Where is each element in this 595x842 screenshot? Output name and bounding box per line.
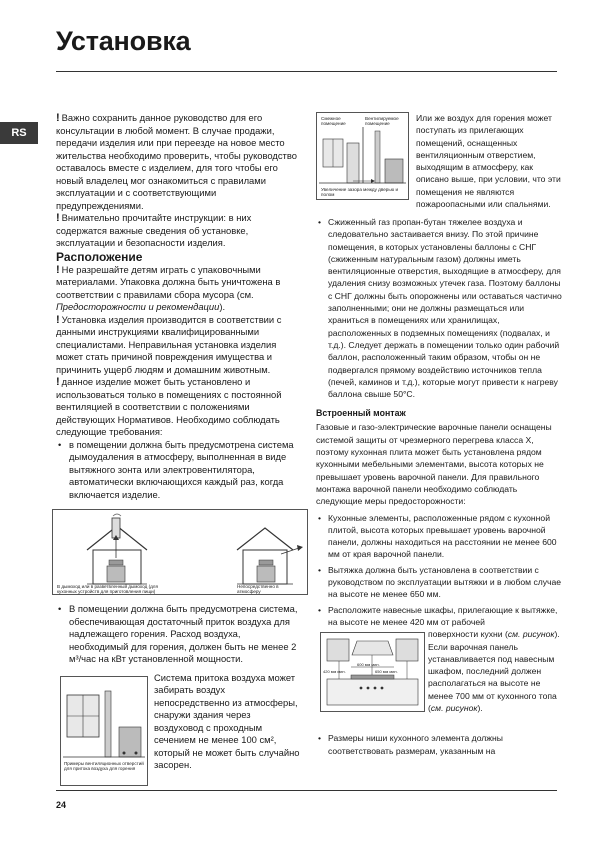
section-heading: Расположение xyxy=(56,249,143,264)
niche-list xyxy=(316,732,562,757)
packaging-paragraph: ! Не разрешайте детям играть с упаковочными материалами. Упаковка должна быть уничтожена в соответствии с правилами сбора мусора (см. Предосторожности и рекомендации). xyxy=(56,263,281,312)
warning-icon: ! xyxy=(56,376,60,388)
figure-reference: см. рисунок xyxy=(430,702,478,713)
cabinet-section xyxy=(316,628,562,726)
figure-caption: В дымоход или в разветвленный дымоход (для кухонных устройств для приготовления пищи) xyxy=(57,584,158,595)
footer-divider xyxy=(56,790,557,791)
subsection-heading: Встроенный монтаж xyxy=(316,408,406,419)
figure-caption: Непосредственно в атмосферу xyxy=(237,584,279,595)
ventilation-paragraph: ! данное изделие может быть установлено и использоваться только в помещениях с постоянной вентиляцией в соответствии с положениями действующих Нормативов. Необходимо соблюдать следующие требования: xyxy=(56,376,282,437)
list-item: • В помещении должна быть предусмотрена система, обеспечивающая достаточный приток воздуха для надлежащего горения. Расход воздуха, необходимый для горения, должен быть не менее 2 м³/час на кВт установленной мощности. xyxy=(56,603,302,666)
list-item: • Сжиженный газ пропан-бутан тяжелее воздуха и следовательно застаивается внизу. По этой причине помещения, в которых установлены баллоны с СНГ (сжиженным натуральным газом) должны иметь вентиляционные отверстия, выходящие в атмосферу, для удаления снизу возможных утечек газа. Поэтому баллоны с СНГ должны быть опорожнены или оставаться частично заполненными; они не должны размещаться или храниться в помещениях или хранилищах, расположенных в подземных помещениях (подвалах, и т.д.). Следует держать в помещении только один рабочий баллон, расположенный таким образом, чтобы он не подвергался прямому воздействию источников тепла (печей, каминов и т.д.), которые могут привести к нагреву баллона свыше 50°C. xyxy=(316,216,562,400)
precautions-list xyxy=(316,512,562,629)
warning-icon: ! xyxy=(56,263,60,276)
language-badge: RS xyxy=(0,122,38,144)
list-item: • Вытяжка должна быть установлена в соответствии с руководством по эксплуатации вытяжки и в любом случае на высоте не менее 650 мм. xyxy=(316,564,562,601)
exhaust-illustration xyxy=(53,510,307,594)
figure-label: Смежное помещение xyxy=(321,116,346,127)
instructions-paragraph: ! Внимательно прочитайте инструкции: в них содержатся важные сведения об установке, эксплуатации и безопасности изделия. xyxy=(56,212,252,248)
adjacent-room-diagram xyxy=(316,112,409,200)
warning-icon: ! xyxy=(56,212,60,224)
warning-icon: ! xyxy=(56,112,60,124)
figure-label: Вентилируемое помещение xyxy=(365,116,399,127)
intro-paragraph: ! Важно сохранить данное руководство для его консультации в любой момент. В случае продажи, передачи изделия или при переезде на новое место жительства необходимо проверить, чтобы руководство оставалось вместе с изделием, для того чтобы его новый владелец мог ознакомиться с правилами эксплуатации и с соответствующими предупреждениями. xyxy=(56,112,297,211)
air-inlet-section xyxy=(56,672,302,784)
requirements-list xyxy=(56,439,302,502)
figure-reference: см. рисунок xyxy=(507,629,555,640)
list-item: • в помещении должна быть предусмотрена система дымоудаления в атмосферу, выполненная в виде вытяжного зонта или электровентилятора, автоматически включающихся каждый раз, когда включается изделие. xyxy=(56,439,302,502)
lpg-list xyxy=(316,216,562,400)
dimension-label: 650 мм мин. xyxy=(375,669,398,675)
list-item: • Размеры ниши кухонного элемента должны соответствовать размерам, указанным на xyxy=(316,732,562,757)
page-number: 24 xyxy=(56,800,67,810)
dimension-label: 420 мм мин. xyxy=(323,669,346,675)
air-from-rooms-paragraph: Или же воздух для горения может поступать из прилегающих помещений, оснащенных вентиляционным отверстием, выходящим в атмосферу, как описано выше, при условии, что эти помещения не являются пожароопасными или спальнями. xyxy=(416,113,561,210)
dimension-label: 600 мм мин. xyxy=(357,662,380,668)
right-column xyxy=(316,112,562,757)
installation-paragraph: ! Установка изделия производится в соответствии с данными инструкциями квалифицированными специалистами. Неправильная установка изделия может стать причиной повреждения имущества и причинить ущерб людям и домашним животным. xyxy=(56,313,282,375)
figure-caption: Увеличение зазора между дверью и полом xyxy=(321,187,399,198)
adjacent-room-section xyxy=(316,112,562,216)
figure-caption: Примеры вентиляционных отверстий для притока воздуха для горения xyxy=(64,760,144,771)
title-divider xyxy=(56,71,557,72)
air-supply-paragraph: Система притока воздуха может забирать воздух непосредственно из атмосферы, снаружи здания через воздуховод с проходным сечением не менее 100 см², который не может быть случайно засорен. xyxy=(154,671,300,770)
cross-reference: Предосторожности и рекомендации xyxy=(56,301,220,312)
exhaust-diagram xyxy=(52,509,308,595)
list-item: • Расположите навесные шкафы, прилегающие к вытяжке, на высоте не менее 420 мм от рабочей xyxy=(316,604,562,629)
page-title: Установка xyxy=(56,26,191,56)
air-inlet-diagram xyxy=(60,676,148,786)
requirements-list xyxy=(56,603,302,666)
left-column xyxy=(56,112,302,784)
cabinet-paragraph: поверхности кухни (см. рисунок). Если варочная панель устанавливается под навесным шкафом, последний должен располагаться на высоте не менее 700 мм от кухонного топа (см. рисунок). xyxy=(428,629,560,713)
cabinet-diagram xyxy=(320,632,425,712)
list-item: • Кухонные элементы, расположенные рядом с кухонной плитой, высота которых превышает уровень варочной панели, должны находиться на расстоянии не менее 600 мм от края варочной панели. xyxy=(316,512,562,561)
warning-icon: ! xyxy=(56,313,60,326)
built-in-paragraph: Газовые и газо-электрические варочные панели оснащены системой защиты от чрезмерного перегрева класса X, поэтому кухонная плита может быть установлена рядом кухонными мебельными элементами, высота которых не превышает уровень варочной панели. Для правильного монтажа варочной панели необходимо соблюдать следующие меры предосторожности: xyxy=(316,422,552,507)
